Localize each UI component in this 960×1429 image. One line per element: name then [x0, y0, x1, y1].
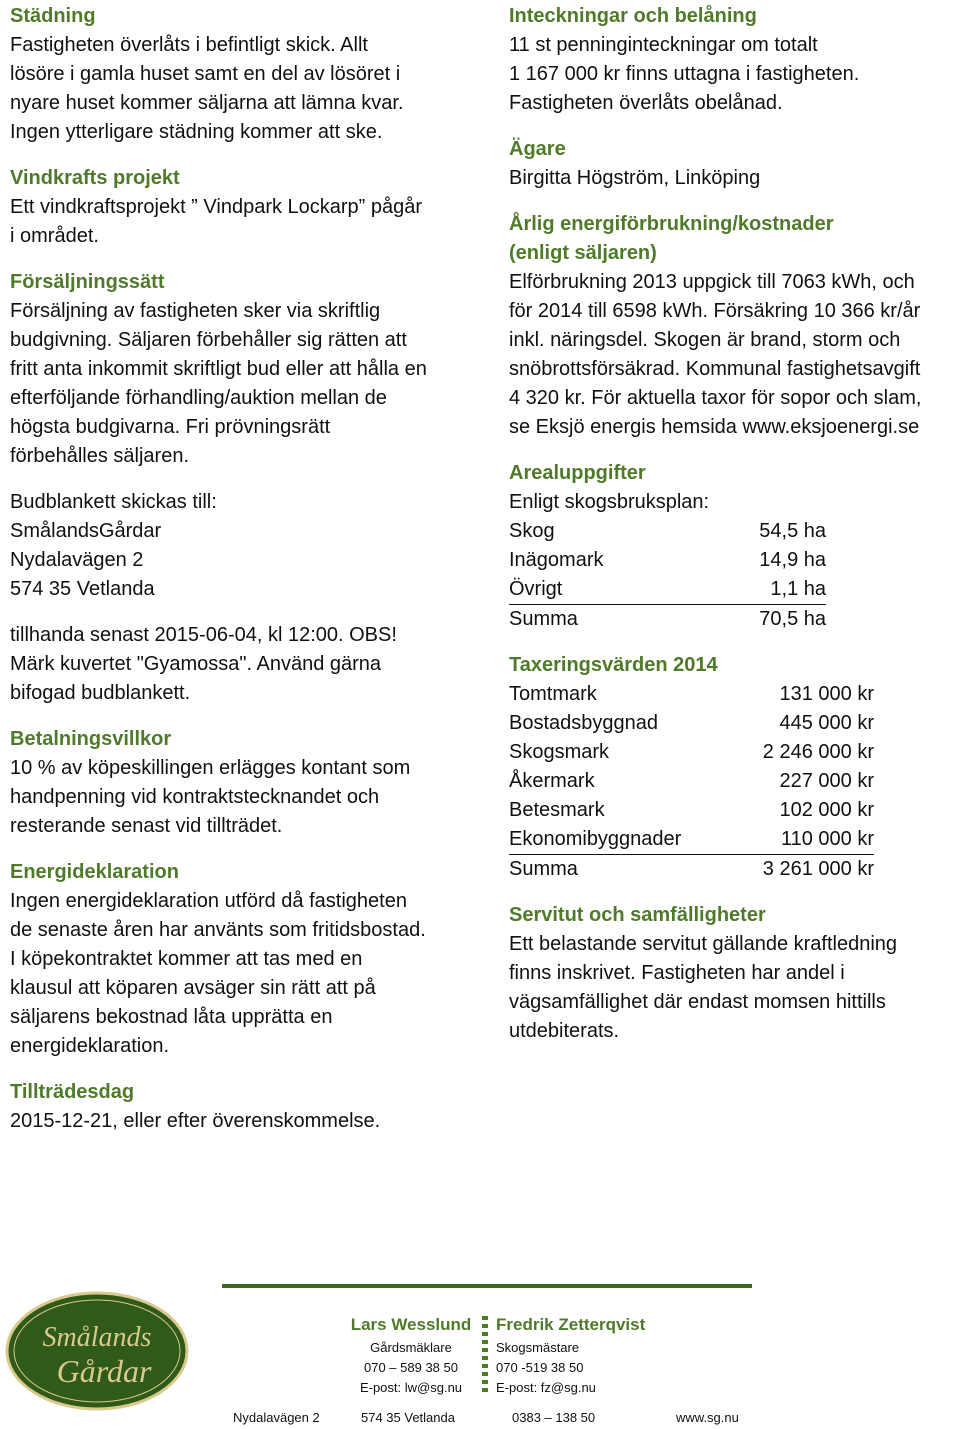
- text-line: finns inskrivet. Fastigheten har andel i: [509, 962, 845, 984]
- text-line: Ingen ytterligare städning kommer att ske.: [10, 121, 383, 143]
- text-line: Nydalavägen 2: [10, 549, 144, 571]
- text-line: vägsamfällighet där endast momsen hittills: [509, 991, 886, 1013]
- text-line: 2015-12-21, eller efter överenskommelse.: [10, 1110, 381, 1132]
- text-line: SmålandsGårdar: [10, 520, 162, 542]
- text-line: resterande senast vid tillträdet.: [10, 815, 283, 837]
- text-line: tillhanda senast 2015-06-04, kl 12:00. OBS!: [10, 624, 397, 646]
- row-value: 14,9 ha: [759, 549, 826, 571]
- text-line: högsta budgivarna. Fri prövningsrätt: [10, 416, 331, 438]
- contact-title: Gårdsmäklare: [370, 1340, 452, 1355]
- contact-name: Fredrik Zetterqvist: [496, 1315, 646, 1334]
- text-line: 10 % av köpeskillingen erlägges kontant som: [10, 757, 411, 779]
- contact-lars: [340, 1312, 482, 1398]
- row-label: Ekonomibyggnader: [509, 825, 734, 855]
- text-line: handpenning vid kontraktstecknandet och: [10, 786, 380, 808]
- heading-energideklaration: Energideklaration: [10, 861, 179, 883]
- text-line: i området.: [10, 225, 99, 247]
- row-value: 445 000 kr: [779, 712, 874, 734]
- row-value: 70,5 ha: [759, 608, 826, 630]
- row-label: Summa: [509, 858, 578, 880]
- left-column: [10, 2, 480, 1136]
- contact-email: E-post: lw@sg.nu: [359, 1380, 463, 1395]
- text-line: Elförbrukning 2013 uppgick till 7063 kWh, och: [509, 271, 915, 293]
- row-label: Tomtmark: [509, 683, 597, 705]
- row-value: 1,1 ha: [752, 575, 826, 605]
- row-label: Inägomark: [509, 549, 604, 571]
- row-value: 102 000 kr: [779, 799, 874, 821]
- row-label: Bostadsbyggnad: [509, 712, 659, 734]
- text-line: säljarens bekostnad låta upprätta en: [10, 1006, 333, 1028]
- footer-address: Nydalavägen 2: [233, 1410, 320, 1425]
- row-value: 227 000 kr: [779, 770, 874, 792]
- row-value: 3 261 000 kr: [762, 858, 874, 880]
- row-label: Skogsmark: [509, 741, 610, 763]
- table-row: [509, 546, 826, 575]
- text-line: Ett vindkraftsprojekt ” Vindpark Lockarp” pågår: [10, 196, 423, 218]
- heading-vindkraft: Vindkrafts projekt: [10, 167, 180, 189]
- heading-betalning: Betalningsvillkor: [10, 728, 172, 750]
- table-row: [509, 855, 874, 885]
- text-line: 1 167 000 kr finns uttagna i fastigheten.: [509, 63, 860, 85]
- heading-inteckningar: Inteckningar och belåning: [509, 5, 757, 27]
- table-row: [509, 517, 826, 546]
- contact-phone: 070 – 589 38 50: [364, 1360, 458, 1375]
- heading-agare: Ägare: [509, 138, 566, 160]
- row-value: 54,5 ha: [759, 520, 826, 542]
- row-label: Summa: [509, 608, 578, 630]
- contact-name: Lars Wesslund: [350, 1315, 472, 1334]
- smalands-gardar-logo: [4, 1290, 191, 1412]
- text-line: bifogad budblankett.: [10, 682, 191, 704]
- text-line: för 2014 till 6598 kWh. Försäkring 10 366 kr/år: [509, 300, 921, 322]
- table-row: [509, 709, 874, 738]
- heading-energiforbrukning: Årlig energiförbrukning/kostnader: [509, 213, 834, 235]
- text-line: Ett belastande servitut gällande kraftledning: [509, 933, 898, 955]
- text-line: Märk kuvertet "Gyamossa". Använd gärna: [10, 653, 382, 675]
- row-label: Åkermark: [509, 770, 595, 792]
- text-line: klausul att köparen avsäger sin rätt att på: [10, 977, 376, 999]
- taxering-table: [509, 680, 874, 884]
- text-line: snöbrottsförsäkrad. Kommunal fastighetsavgift: [509, 358, 921, 380]
- row-value: 2 246 000 kr: [762, 741, 874, 763]
- contact-fredrik: [496, 1312, 645, 1398]
- row-label: Övrigt: [509, 575, 752, 605]
- contact-title: Skogsmästare: [496, 1340, 580, 1355]
- heading-tilltrade: Tillträdesdag: [10, 1081, 135, 1103]
- text-line: utdebiterats.: [509, 1020, 620, 1042]
- heading-areal: Arealuppgifter: [509, 462, 646, 484]
- table-row: [509, 825, 874, 855]
- text-line: Fastigheten överlåts i befintligt skick. Allt: [10, 34, 368, 56]
- table-row: [509, 605, 826, 635]
- text-line: energideklaration.: [10, 1035, 169, 1057]
- logo-text-line1: Smålands: [42, 1322, 152, 1353]
- row-value: 110 000 kr: [734, 825, 874, 855]
- contact-separator: [482, 1316, 488, 1392]
- row-label: Betesmark: [509, 799, 605, 821]
- contact-phone: 070 -519 38 50: [496, 1360, 584, 1375]
- text-line: 4 320 kr. För aktuella taxor för sopor och slam,: [509, 387, 922, 409]
- text-line: Ingen energideklaration utförd då fastigheten: [10, 890, 407, 912]
- heading-stadning: Städning: [10, 5, 96, 27]
- row-value: 131 000 kr: [779, 683, 874, 705]
- text-line: Birgitta Högström, Linköping: [509, 167, 761, 189]
- contact-email: E-post: fz@sg.nu: [496, 1380, 596, 1395]
- text-line: förbehålles säljaren.: [10, 445, 189, 467]
- text-line: Fastigheten överlåts obelånad.: [509, 92, 783, 114]
- heading-servitut: Servitut och samfälligheter: [509, 904, 766, 926]
- text-line: efterföljande förhandling/auktion mellan de: [10, 387, 387, 409]
- text-line: 574 35 Vetlanda: [10, 578, 155, 600]
- footer-postal: 574 35 Vetlanda: [361, 1410, 455, 1425]
- text-line: Budblankett skickas till:: [10, 491, 217, 513]
- text-line: Försäljning av fastigheten sker via skriftlig: [10, 300, 381, 322]
- footer-web-link[interactable]: www.sg.nu: [676, 1410, 739, 1425]
- table-row: [509, 680, 874, 709]
- text-line: se Eksjö energis hemsida www.eksjoenergi.se: [509, 416, 920, 438]
- heading-forsaljning: Försäljningssätt: [10, 271, 165, 293]
- right-column: [509, 2, 959, 1046]
- table-row: [509, 767, 874, 796]
- row-label: Skog: [509, 520, 555, 542]
- text-line: I köpekontraktet kommer att tas med en: [10, 948, 363, 970]
- areal-table: [509, 517, 826, 634]
- areal-intro: Enligt skogsbruksplan:: [509, 491, 710, 513]
- footer-phone: 0383 – 138 50: [512, 1410, 596, 1425]
- table-row: [509, 796, 874, 825]
- text-line: de senaste åren har använts som fritidsbostad.: [10, 919, 426, 941]
- heading-energiforbrukning-sub: (enligt säljaren): [509, 242, 657, 264]
- table-row: [509, 575, 826, 605]
- footer-divider: [222, 1284, 752, 1288]
- text-line: lösöre i gamla huset samt en del av lösöret i: [10, 63, 401, 85]
- text-line: fritt anta inkommit skriftligt bud eller att hålla en: [10, 358, 427, 380]
- text-line: budgivning. Säljaren förbehåller sig rätten att: [10, 329, 407, 351]
- logo-text-line2: Gårdar: [56, 1353, 152, 1389]
- table-row: [509, 738, 874, 767]
- text-line: inkl. näringsdel. Skogen är brand, storm och: [509, 329, 901, 351]
- text-line: nyare huset kommer säljarna att lämna kvar.: [10, 92, 404, 114]
- heading-taxering: Taxeringsvärden 2014: [509, 654, 718, 676]
- text-line: 11 st penninginteckningar om totalt: [509, 34, 818, 56]
